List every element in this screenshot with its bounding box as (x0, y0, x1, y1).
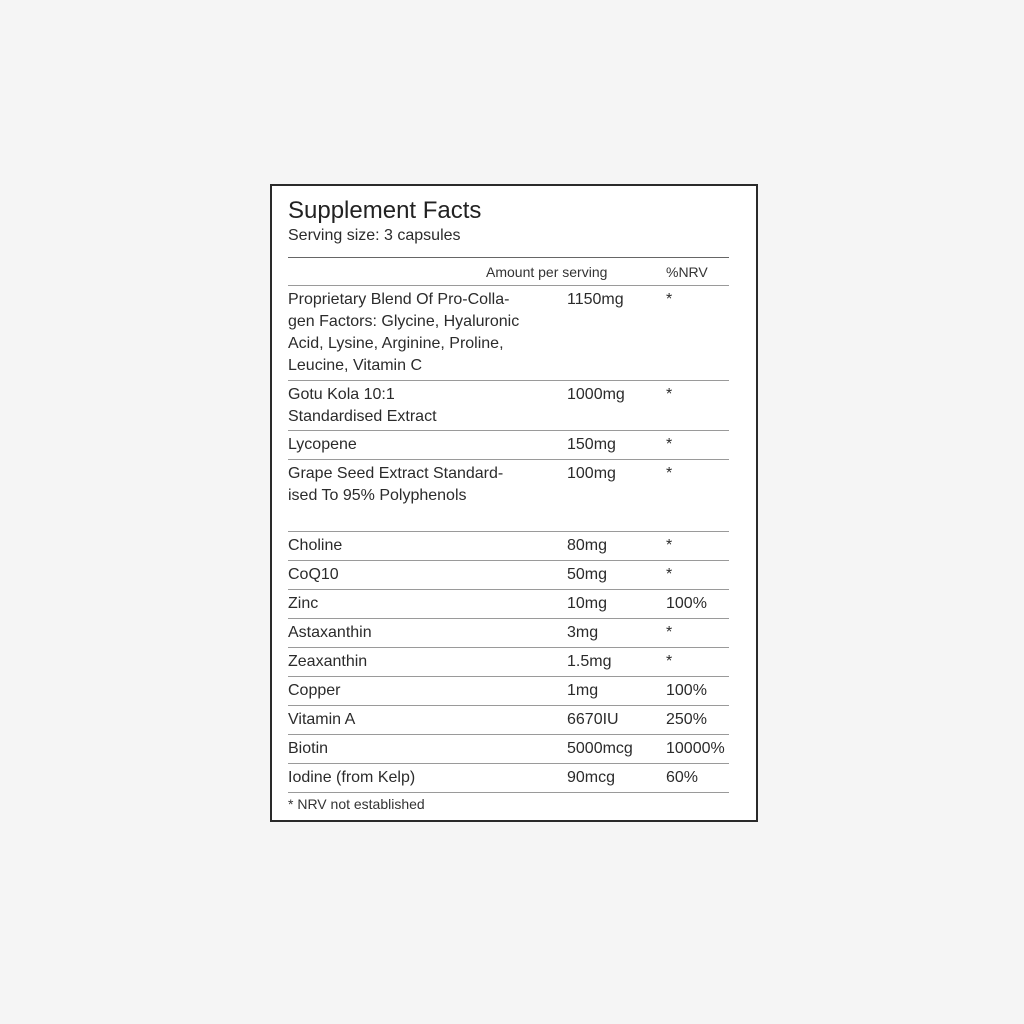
nutrient-amount: 50mg (567, 566, 608, 583)
footnote: * NRV not established (288, 796, 425, 812)
nutrient-nrv: * (666, 566, 673, 583)
nutrient-name: Iodine (from Kelp) (288, 769, 416, 786)
nutrient-name: Lycopene (288, 436, 357, 453)
table-row (288, 619, 729, 648)
nutrient-nrv: * (666, 537, 673, 554)
column-header-nrv: %NRV (666, 264, 708, 280)
nutrient-amount: 3mg (567, 624, 599, 641)
nutrient-amount: 6670IU (567, 711, 619, 728)
nutrient-nrv: 250% (666, 711, 707, 728)
table-row (288, 460, 729, 532)
nutrient-name: Biotin (288, 740, 329, 757)
table-row (288, 648, 729, 677)
nutrient-name: CoQ10 (288, 566, 339, 583)
table-row (288, 381, 729, 431)
nutrient-amount: 1150mg (567, 291, 624, 308)
column-header-amount: Amount per serving (486, 264, 608, 280)
nutrient-name: Zinc (288, 595, 319, 612)
nutrient-nrv: * (666, 653, 673, 670)
nutrient-nrv: * (666, 386, 673, 403)
table-row (288, 590, 729, 619)
nutrient-name: Copper (288, 682, 341, 699)
table-row (288, 764, 729, 793)
table-row (288, 677, 729, 706)
table-row (288, 286, 729, 381)
nutrient-amount: 100mg (567, 465, 616, 482)
serving-size: Serving size: 3 capsules (288, 227, 461, 244)
table-row (288, 532, 729, 561)
nutrient-nrv: 60% (666, 769, 699, 786)
table-row (288, 561, 729, 590)
nutrient-amount: 1.5mg (567, 653, 612, 670)
nutrient-nrv: * (666, 624, 673, 641)
nutrient-amount: 1000mg (567, 386, 625, 403)
nutrient-name: Gotu Kola 10:1 Standardised Extract (288, 386, 437, 425)
nutrient-nrv: 10000% (666, 740, 725, 757)
supplement-facts-panel (270, 184, 758, 822)
table-row (288, 706, 729, 735)
nutrient-name: Zeaxanthin (288, 653, 368, 670)
header-divider (288, 257, 729, 258)
nutrient-name: Vitamin A (288, 711, 356, 728)
nutrient-amount: 5000mcg (567, 740, 633, 757)
nutrient-nrv: * (666, 291, 673, 308)
nutrient-table (288, 285, 729, 793)
nutrient-nrv: * (666, 465, 673, 482)
nutrient-nrv: * (666, 436, 673, 453)
nutrient-amount: 80mg (567, 537, 608, 554)
nutrient-name: Astaxanthin (288, 624, 372, 641)
nutrient-amount: 90mcg (567, 769, 616, 786)
nutrient-nrv: 100% (666, 595, 707, 612)
label-title: Supplement Facts (288, 197, 482, 224)
nutrient-name: Choline (288, 537, 343, 554)
nutrient-amount: 10mg (567, 595, 608, 612)
nutrient-nrv: 100% (666, 682, 707, 699)
nutrient-amount: 1mg (567, 682, 599, 699)
nutrient-amount: 150mg (567, 436, 616, 453)
table-row (288, 735, 729, 764)
nutrient-name: Grape Seed Extract Standard- ised To 95% Polyphenols (288, 465, 504, 504)
table-row (288, 431, 729, 460)
nutrient-name: Proprietary Blend Of Pro-Colla- gen Factors: Glycine, Hyaluronic Acid, Lysine, Arginine, Proline, Leucine, Vitamin C (288, 291, 520, 374)
